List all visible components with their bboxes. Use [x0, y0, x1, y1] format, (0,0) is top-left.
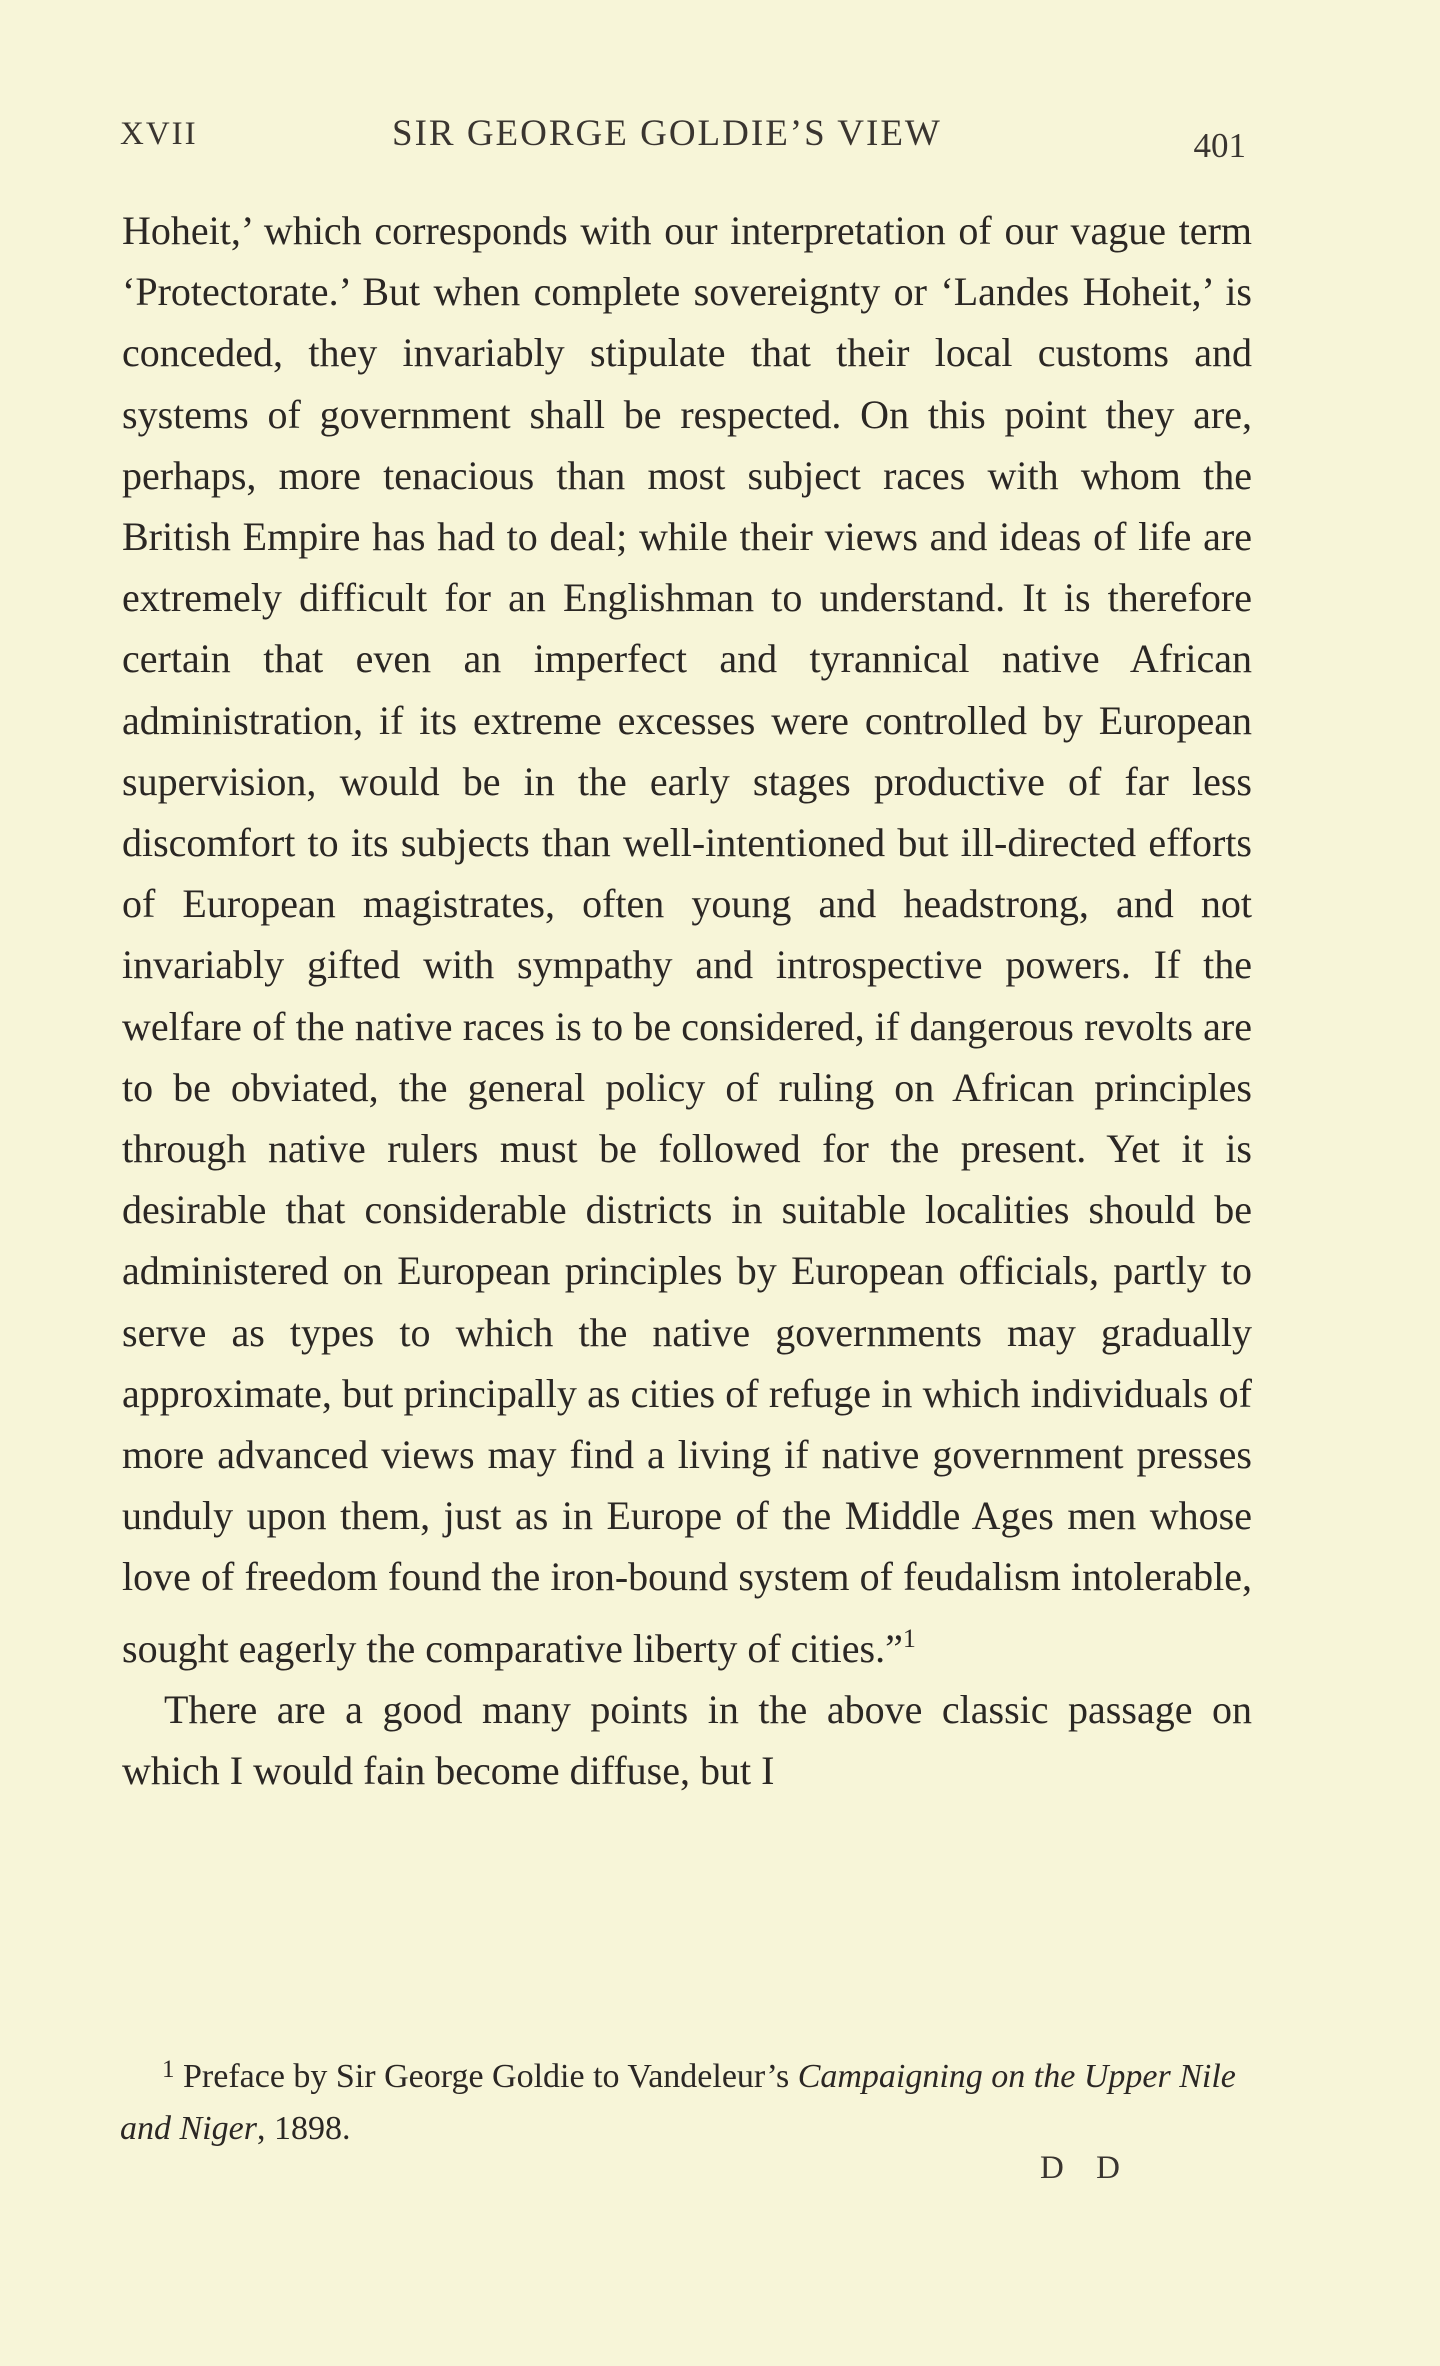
chapter-number: XVII — [120, 116, 198, 152]
body-text — [122, 200, 1252, 1801]
running-title: SIR GEORGE GOLDIE’S VIEW — [392, 113, 942, 154]
footnote-reference: 1 — [902, 1623, 916, 1653]
footnote — [120, 2044, 1250, 2155]
page-number: 401 — [1193, 126, 1246, 165]
footnote-book-title: Campaigning on the Upper Nile and Niger — [120, 2058, 1236, 2147]
paragraph-text: Hoheit,’ which corresponds with our interpretation of our vague term ‘Protectorate.’ But when complete sovereignty or ‘Landes Hoheit,’ is conceded, they invariably stipulate that their local customs and systems of government shall be respected. On this point they are, perhaps, more tenacious than most subject races with whom the British Empire has had to deal; while their views and ideas of life are extremely difficult for an Englishman to understand. It is therefore certain that even an imperfect and tyrannical native African administration, if its extreme excesses were controlled by European supervision, would be in the early stages productive of far less discomfort to its subjects than well-intentioned but ill-directed efforts of European magistrates, often young and headstrong, and not invariably gifted with sympathy and introspective powers. If the welfare of the native races is to be considered, if dangerous revolts are to be obviated, the general policy of ruling on African principles through native rulers must be followed for the present. Yet it is desirable that considerable districts in suitable localities should be administered on European principles by European officials, partly to serve as types to which the native governments may gradually approximate, but principally as cities of refuge in which individuals of more advanced views may find a living if native government presses unduly upon them, just as in Europe of the Middle Ages men whose love of freedom found the iron-bound system of feudalism intolerable, sought eagerly the comparative liberty of cities.” — [122, 208, 1252, 1671]
paragraph-quote-continuation — [122, 200, 1252, 1679]
footnote-entry — [120, 2044, 1250, 2155]
footnote-year: , 1898. — [256, 2110, 351, 2147]
footnote-marker: 1 — [162, 2056, 175, 2083]
footnote-text: Preface by Sir George Goldie to Vandeleur’s — [183, 2058, 798, 2095]
running-head — [120, 112, 1252, 165]
paragraph-commentary: There are a good many points in the above classic passage on which I would fain become diffuse, but I — [122, 1686, 1252, 1794]
printer-signature-mark: D D — [1040, 2150, 1132, 2186]
